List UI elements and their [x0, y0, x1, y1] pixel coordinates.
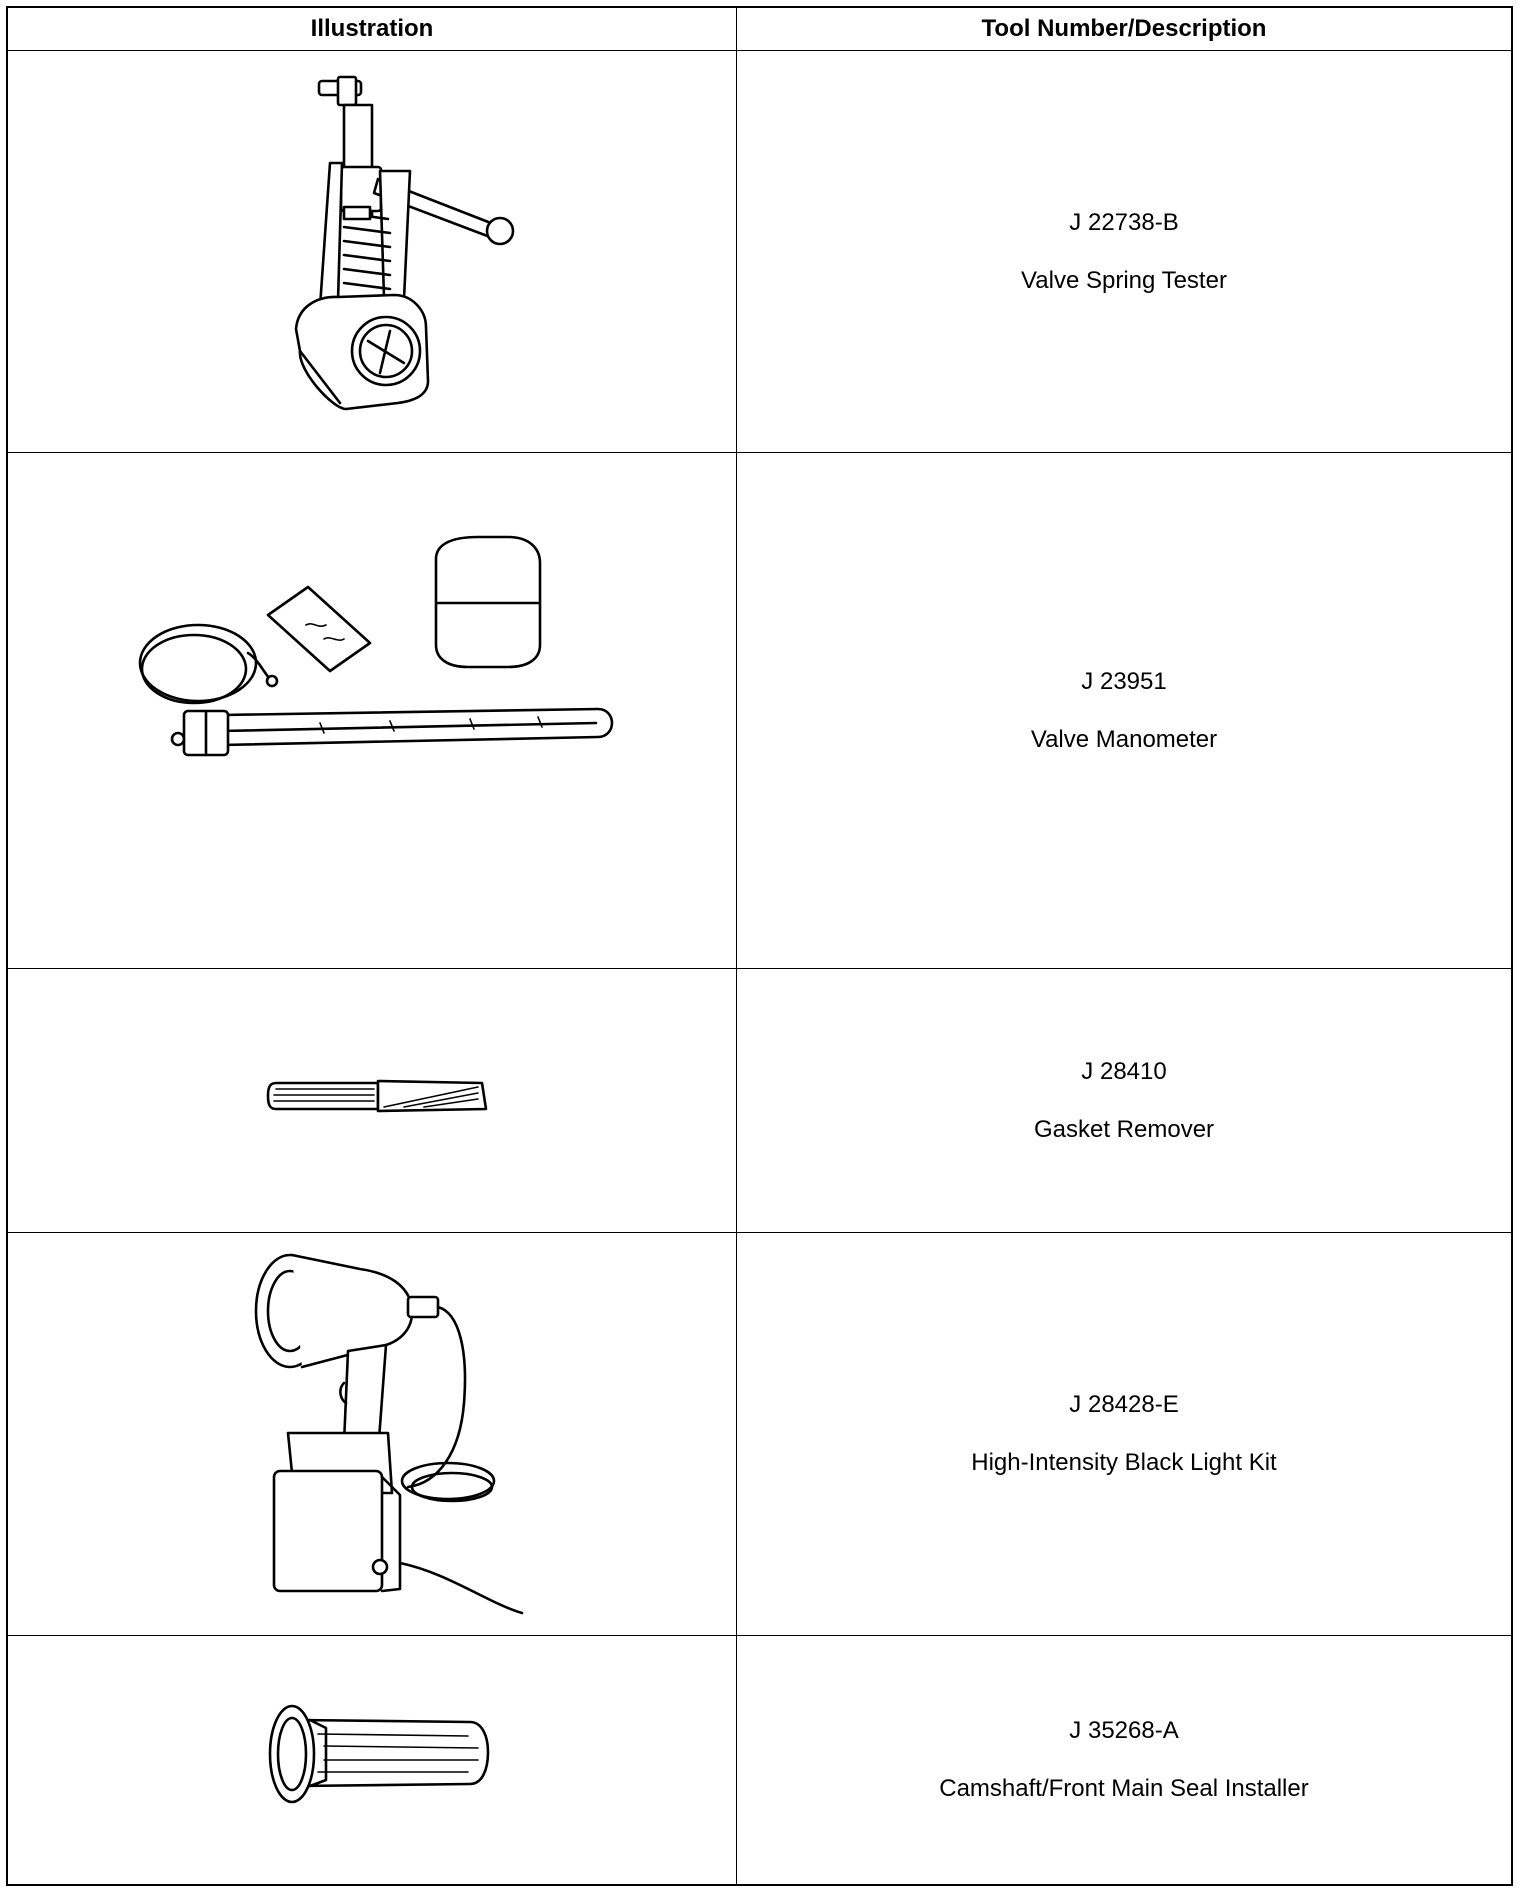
illustration-cell [8, 1636, 736, 1884]
header-illustration: Illustration [310, 15, 434, 42]
table-row [8, 969, 1511, 1232]
tool-description: Valve Manometer [1030, 725, 1218, 753]
tool-description: High-Intensity Black Light Kit [971, 1449, 1277, 1476]
illustration-cell [8, 453, 736, 968]
tool-description-cell [737, 1233, 1511, 1635]
table-row [8, 51, 1511, 452]
tool-description: Gasket Remover [1033, 1115, 1215, 1143]
seal-installer-icon [8, 1636, 736, 1884]
tool-description: Valve Spring Tester [1021, 266, 1227, 294]
tool-number: J 28410 [1081, 1057, 1167, 1085]
tool-number: J 22738-B [1069, 208, 1179, 236]
tool-description-cell [737, 51, 1511, 452]
valve-manometer-icon [8, 453, 736, 968]
tool-description-cell [737, 1636, 1511, 1884]
tool-number: J 28428-E [1069, 1391, 1179, 1418]
illustration-cell [8, 51, 736, 452]
tool-description-cell [737, 453, 1511, 968]
black-light-kit-icon [8, 1233, 736, 1635]
gasket-remover-icon [8, 969, 736, 1232]
tool-number: J 35268-A [1069, 1717, 1179, 1744]
table-row [8, 1233, 1511, 1635]
tool-number: J 23951 [1081, 667, 1167, 695]
tool-description: Camshaft/Front Main Seal Installer [939, 1775, 1309, 1802]
illustration-cell [8, 969, 736, 1232]
table-row [8, 453, 1511, 968]
tool-table [6, 6, 1513, 1886]
tool-description-cell [737, 969, 1511, 1232]
illustration-cell [8, 1233, 736, 1635]
valve-spring-tester-icon [8, 51, 736, 452]
header-tool-description: Tool Number/Description [981, 15, 1267, 42]
table-row [8, 1636, 1511, 1884]
